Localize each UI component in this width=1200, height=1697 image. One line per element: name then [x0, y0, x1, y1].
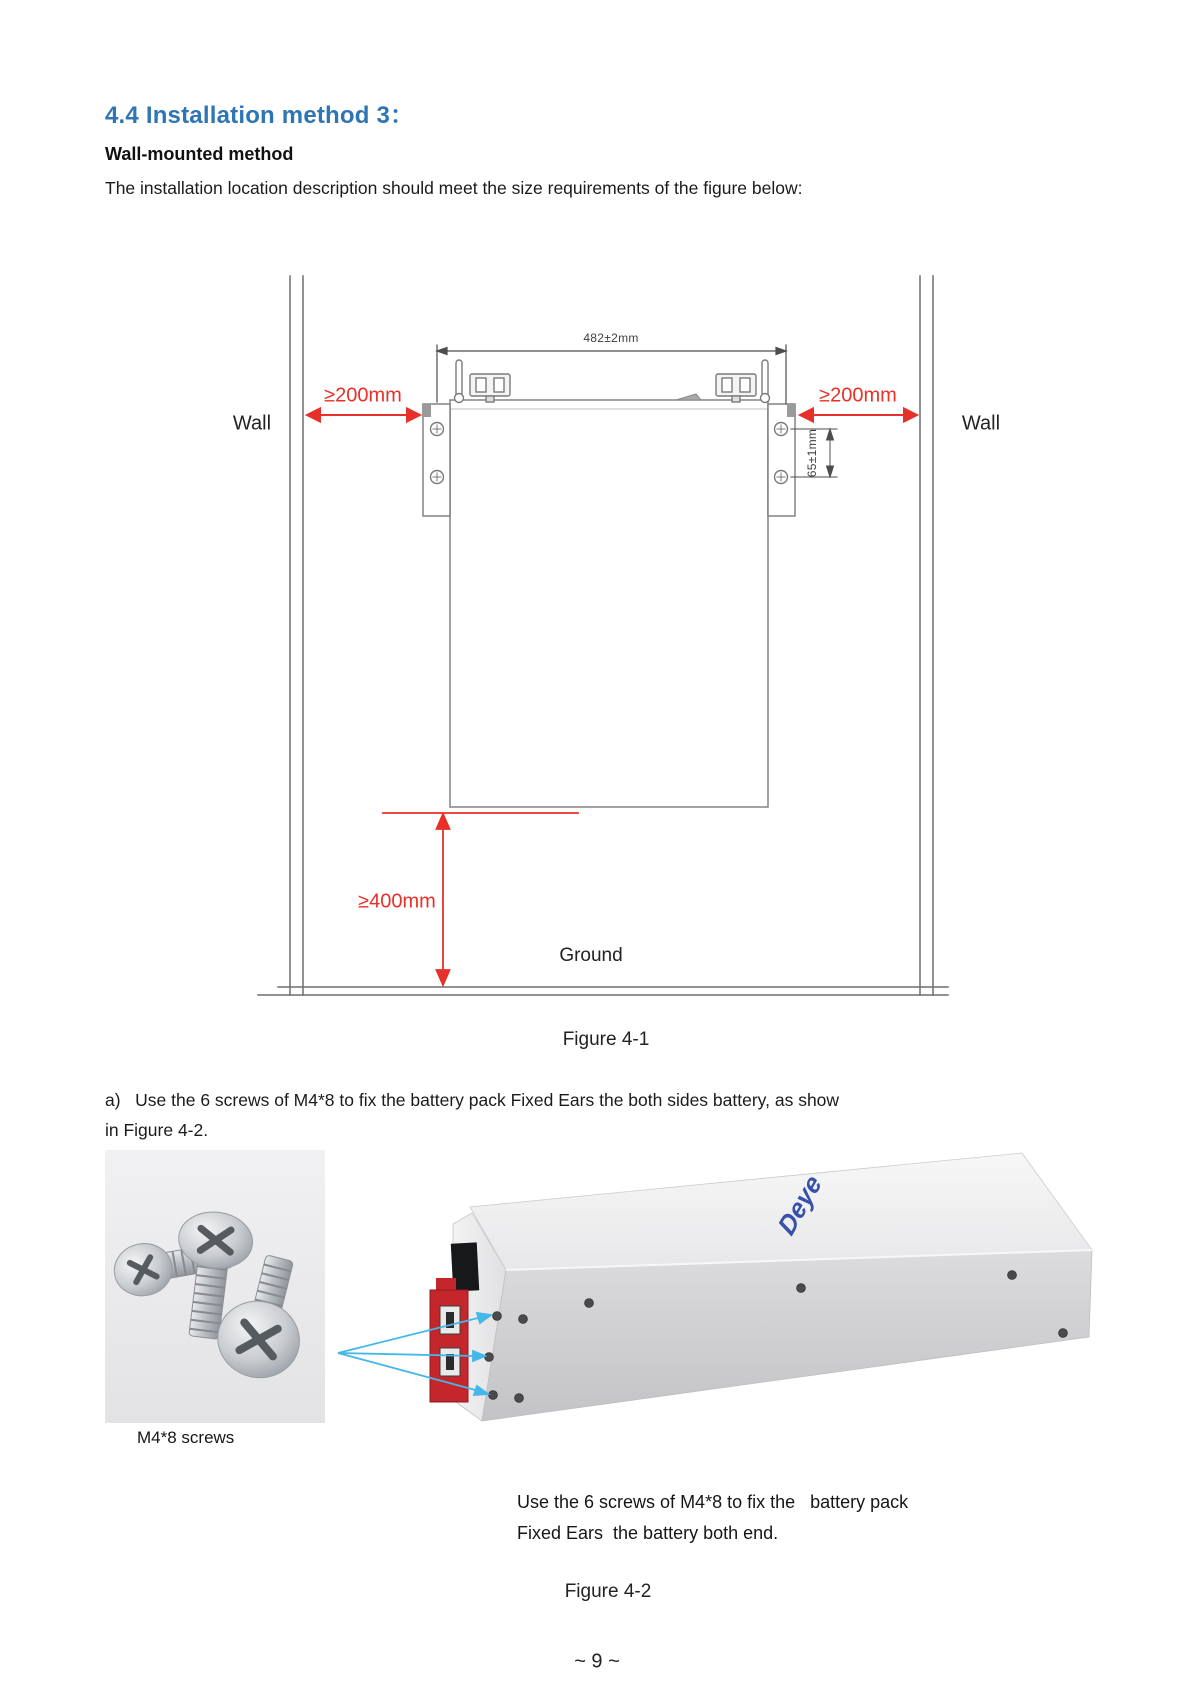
- section-subheading: Wall-mounted method: [105, 144, 294, 164]
- hole-spacing-label: 65±1mm: [805, 428, 819, 478]
- left-fixing-ear: [422, 404, 450, 516]
- ground-label: Ground: [559, 945, 623, 966]
- figure-4-2-note-line1: Use the 6 screws of M4*8 to fix the battery pack: [517, 1492, 909, 1512]
- battery-outline: [450, 394, 768, 807]
- figure-4-2-caption: Figure 4-2: [564, 1581, 652, 1602]
- wall-right-label: Wall: [961, 412, 1001, 435]
- width-dimension-label: 482±2mm: [583, 331, 639, 345]
- page-number: ~ 9 ~: [574, 1650, 620, 1673]
- right-wall-lines: [920, 276, 933, 995]
- figure-4-1-caption: Figure 4-1: [562, 1029, 650, 1050]
- battery-brand-logo: Deye: [771, 1168, 828, 1241]
- left-wall-lines: [290, 276, 303, 995]
- right-fixing-ear: [768, 404, 796, 516]
- top-handles: [455, 360, 770, 403]
- left-clearance-label: ≥200mm: [324, 384, 402, 407]
- left-clearance-arrow: [307, 409, 420, 422]
- intro-text: The installation location description should meet the size requirements of the figure below:: [105, 178, 803, 198]
- bottom-clearance-label: ≥400mm: [358, 890, 436, 913]
- step-a-line2: in Figure 4-2.: [105, 1120, 209, 1140]
- figure-4-2-note-line2: Fixed Ears the battery both end.: [517, 1523, 779, 1543]
- right-clearance-label: ≥200mm: [819, 384, 897, 407]
- ground-lines: [258, 987, 948, 995]
- section-heading: 4.4 Installation method 3：: [105, 102, 415, 129]
- step-a-line1: a) Use the 6 screws of M4*8 to fix the battery pack Fixed Ears the both sides battery, as show: [105, 1090, 840, 1110]
- battery-pack-photo: [430, 1153, 1092, 1421]
- figure-4-2-illustration: [105, 1150, 1092, 1423]
- wall-left-label: Wall: [232, 412, 272, 435]
- screws-photo: [105, 1150, 325, 1423]
- screws-label: M4*8 screws: [137, 1428, 235, 1447]
- right-clearance-arrow: [800, 409, 917, 422]
